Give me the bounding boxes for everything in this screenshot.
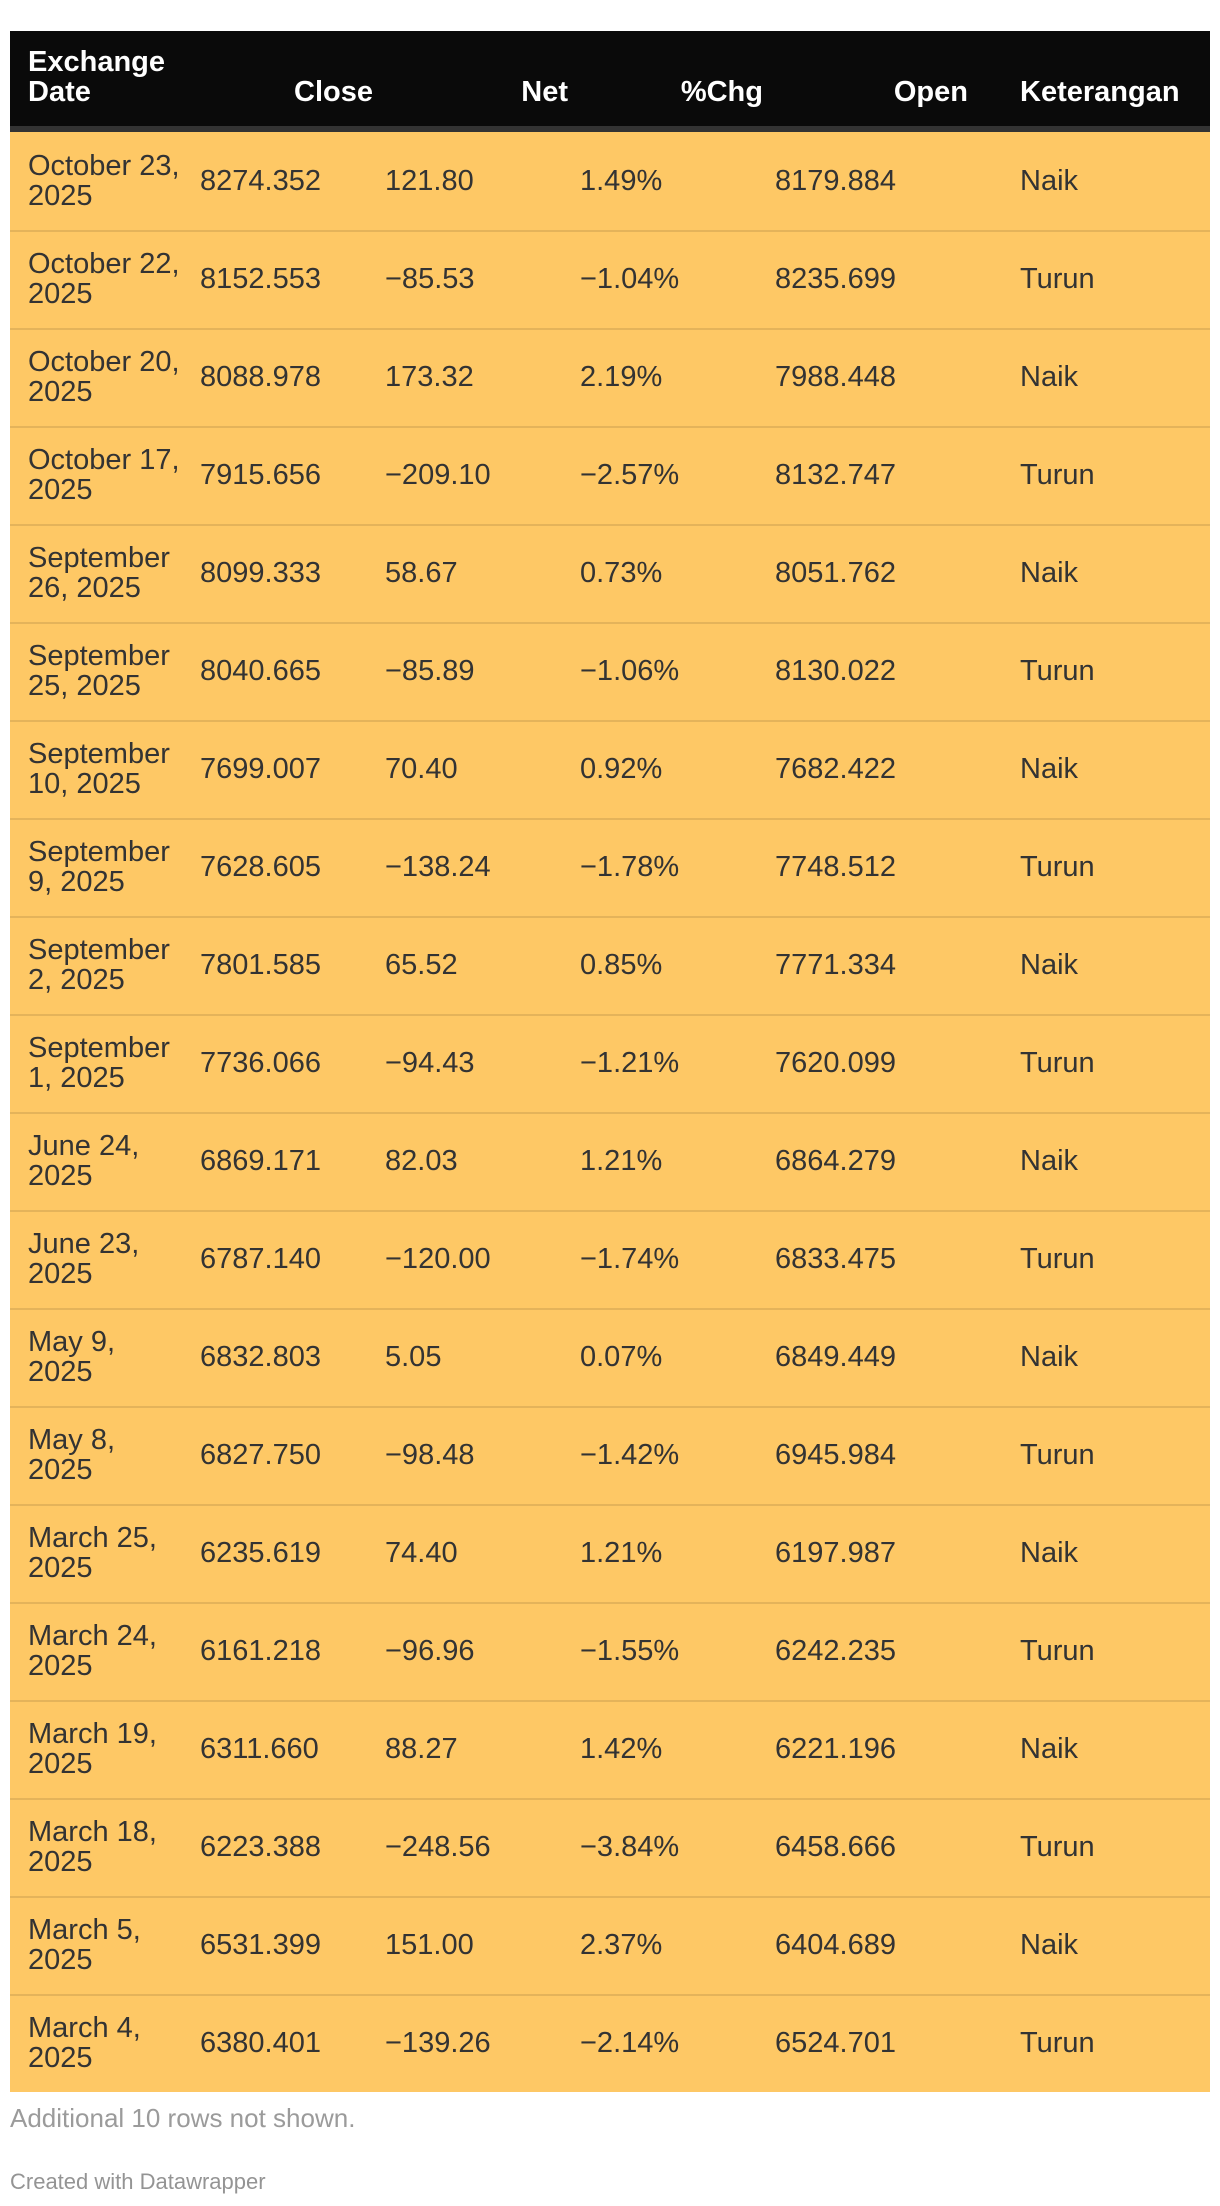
- cell-pct-chg: 0.92%: [580, 720, 775, 818]
- cell-pct-chg: 0.73%: [580, 524, 775, 622]
- cell-keterangan: Turun: [980, 1994, 1210, 2092]
- column-header-open: Open: [775, 31, 980, 132]
- cell-open: 8051.762: [775, 524, 980, 622]
- cell-open: 8132.747: [775, 426, 980, 524]
- table-row: [10, 132, 1210, 230]
- table-row: [10, 1798, 1210, 1896]
- cell-close: 7699.007: [200, 720, 385, 818]
- cell-keterangan: Turun: [980, 818, 1210, 916]
- cell-net: 121.80: [385, 165, 474, 197]
- cell-pct-chg: −1.04%: [580, 230, 775, 328]
- cell-keterangan: Naik: [980, 1896, 1210, 1994]
- table-row: [10, 1210, 1210, 1308]
- cell-close: 8099.333: [200, 524, 385, 622]
- table-row: [10, 426, 1210, 524]
- table-row: [10, 1896, 1210, 1994]
- column-header-keterangan: Keterangan: [980, 31, 1210, 132]
- cell-keterangan: Naik: [980, 720, 1210, 818]
- table-row: [10, 1700, 1210, 1798]
- cell-close: 8274.352: [200, 165, 321, 197]
- column-header-pct-chg: %Chg: [580, 31, 775, 132]
- table-header-row: [10, 31, 1210, 132]
- cell-close: 6869.171: [200, 1112, 385, 1210]
- cell-close: 6311.660: [200, 1700, 385, 1798]
- cell-open: 6524.701: [775, 1994, 980, 2092]
- cell-net: −209.10: [385, 426, 580, 524]
- cell-pct-chg: −3.84%: [580, 1798, 775, 1896]
- cell-exchange-date: October 17, 2025: [10, 426, 200, 524]
- cell-net: 70.40: [385, 720, 580, 818]
- cell-close: 8088.978: [200, 328, 385, 426]
- cell-open: 6242.235: [775, 1602, 980, 1700]
- cell-close: 6827.750: [200, 1406, 385, 1504]
- column-header-exchange-date: Exchange Date: [10, 31, 200, 132]
- cell-keterangan: Turun: [980, 1406, 1210, 1504]
- cell-close: 6223.388: [200, 1798, 385, 1896]
- cell-exchange-date: May 9, 2025: [10, 1308, 200, 1406]
- cell-net: −94.43: [385, 1014, 580, 1112]
- cell-net: 65.52: [385, 916, 580, 1014]
- cell-open: 6833.475: [775, 1210, 980, 1308]
- cell-keterangan: Turun: [980, 230, 1210, 328]
- cell-exchange-date: June 24, 2025: [10, 1112, 200, 1210]
- table-row: [10, 1994, 1210, 2092]
- cell-open: 6458.666: [775, 1798, 980, 1896]
- table-row: [10, 1308, 1210, 1406]
- cell-pct-chg: 1.21%: [580, 1504, 775, 1602]
- cell-net: −139.26: [385, 1994, 580, 2092]
- table-row: [10, 818, 1210, 916]
- cell-pct-chg: −1.55%: [580, 1602, 775, 1700]
- cell-net: −85.53: [385, 230, 580, 328]
- cell-exchange-date: September 2, 2025: [10, 916, 200, 1014]
- cell-pct-chg: 1.42%: [580, 1700, 775, 1798]
- cell-close: 7801.585: [200, 916, 385, 1014]
- cell-pct-chg: 0.85%: [580, 916, 775, 1014]
- cell-net: 74.40: [385, 1504, 580, 1602]
- cell-open: 7682.422: [775, 720, 980, 818]
- cell-keterangan: Naik: [980, 1504, 1210, 1602]
- cell-exchange-date: March 19, 2025: [10, 1700, 200, 1798]
- cell-pct-chg: −1.74%: [580, 1210, 775, 1308]
- cell-net: −138.24: [385, 818, 580, 916]
- cell-net: 58.67: [385, 524, 580, 622]
- cell-exchange-date: October 23, 2025: [28, 150, 180, 212]
- cell-exchange-date: September 25, 2025: [10, 622, 200, 720]
- cell-pct-chg: −2.14%: [580, 1994, 775, 2092]
- cell-net: 82.03: [385, 1112, 580, 1210]
- cell-pct-chg: 2.19%: [580, 328, 775, 426]
- cell-keterangan: Turun: [980, 1602, 1210, 1700]
- exchange-rate-table: [10, 31, 1210, 2092]
- cell-open: 7748.512: [775, 818, 980, 916]
- cell-net: −98.48: [385, 1406, 580, 1504]
- cell-open: 6945.984: [775, 1406, 980, 1504]
- cell-exchange-date: September 10, 2025: [10, 720, 200, 818]
- cell-keterangan: Naik: [980, 916, 1210, 1014]
- cell-keterangan: Naik: [980, 1112, 1210, 1210]
- cell-open: 7620.099: [775, 1014, 980, 1112]
- cell-pct-chg: −2.57%: [580, 426, 775, 524]
- table-row: [10, 328, 1210, 426]
- table-row: [10, 230, 1210, 328]
- cell-net: 151.00: [385, 1896, 580, 1994]
- table-row: [10, 622, 1210, 720]
- cell-exchange-date: September 1, 2025: [10, 1014, 200, 1112]
- cell-pct-chg: 0.07%: [580, 1308, 775, 1406]
- cell-open: 6864.279: [775, 1112, 980, 1210]
- cell-pct-chg: −1.06%: [580, 622, 775, 720]
- cell-open: 6197.987: [775, 1504, 980, 1602]
- cell-open: 6849.449: [775, 1308, 980, 1406]
- cell-keterangan: Naik: [980, 328, 1210, 426]
- cell-close: 8040.665: [200, 622, 385, 720]
- cell-close: 6235.619: [200, 1504, 385, 1602]
- cell-exchange-date: October 22, 2025: [10, 230, 200, 328]
- cell-keterangan: Naik: [980, 524, 1210, 622]
- column-header-net: Net: [385, 31, 580, 132]
- cell-exchange-date: March 25, 2025: [10, 1504, 200, 1602]
- cell-open: 8130.022: [775, 622, 980, 720]
- cell-pct-chg: 1.49%: [580, 165, 663, 197]
- cell-keterangan: Naik: [980, 1700, 1210, 1798]
- cell-open: 8235.699: [775, 230, 980, 328]
- cell-pct-chg: −1.21%: [580, 1014, 775, 1112]
- cell-net: 173.32: [385, 328, 580, 426]
- cell-pct-chg: 2.37%: [580, 1896, 775, 1994]
- cell-exchange-date: October 20, 2025: [10, 328, 200, 426]
- table-row: [10, 1014, 1210, 1112]
- cell-close: 7736.066: [200, 1014, 385, 1112]
- cell-close: 6380.401: [200, 1994, 385, 2092]
- cell-keterangan: Turun: [980, 1210, 1210, 1308]
- cell-net: −120.00: [385, 1210, 580, 1308]
- cell-open: 7988.448: [775, 328, 980, 426]
- cell-exchange-date: March 24, 2025: [10, 1602, 200, 1700]
- table-row: [10, 524, 1210, 622]
- cell-net: 5.05: [385, 1308, 580, 1406]
- datawrapper-credit-link[interactable]: Created with Datawrapper: [10, 2169, 266, 2194]
- table-row: [10, 720, 1210, 818]
- cell-pct-chg: 1.21%: [580, 1112, 775, 1210]
- rows-not-shown-note: Additional 10 rows not shown.: [10, 2103, 356, 2133]
- cell-keterangan: Turun: [980, 1798, 1210, 1896]
- cell-keterangan: Turun: [980, 426, 1210, 524]
- cell-exchange-date: September 9, 2025: [10, 818, 200, 916]
- cell-close: 6787.140: [200, 1210, 385, 1308]
- cell-close: 7915.656: [200, 426, 385, 524]
- cell-exchange-date: May 8, 2025: [10, 1406, 200, 1504]
- table-body: [10, 132, 1210, 2092]
- cell-open: 7771.334: [775, 916, 980, 1014]
- table-row: [10, 1602, 1210, 1700]
- cell-pct-chg: −1.42%: [580, 1406, 775, 1504]
- cell-keterangan: Turun: [980, 622, 1210, 720]
- cell-pct-chg: −1.78%: [580, 818, 775, 916]
- table-row: [10, 916, 1210, 1014]
- cell-open: 8179.884: [775, 165, 896, 197]
- cell-exchange-date: September 26, 2025: [10, 524, 200, 622]
- column-header-close: Close: [200, 31, 385, 132]
- table-header: [10, 31, 1210, 132]
- table-row: [10, 1112, 1210, 1210]
- cell-keterangan: Naik: [1020, 165, 1079, 197]
- cell-net: −85.89: [385, 622, 580, 720]
- cell-close: 6531.399: [200, 1896, 385, 1994]
- cell-open: 6404.689: [775, 1896, 980, 1994]
- table-row: [10, 1406, 1210, 1504]
- cell-net: 88.27: [385, 1700, 580, 1798]
- cell-close: 6161.218: [200, 1602, 385, 1700]
- cell-close: 7628.605: [200, 818, 385, 916]
- cell-exchange-date: March 18, 2025: [10, 1798, 200, 1896]
- cell-net: −96.96: [385, 1602, 580, 1700]
- cell-open: 6221.196: [775, 1700, 980, 1798]
- cell-exchange-date: March 4, 2025: [10, 1994, 200, 2092]
- cell-keterangan: Naik: [980, 1308, 1210, 1406]
- cell-close: 8152.553: [200, 230, 385, 328]
- cell-close: 6832.803: [200, 1308, 385, 1406]
- table-row: [10, 1504, 1210, 1602]
- cell-exchange-date: March 5, 2025: [10, 1896, 200, 1994]
- cell-net: −248.56: [385, 1798, 580, 1896]
- cell-keterangan: Turun: [980, 1014, 1210, 1112]
- cell-exchange-date: June 23, 2025: [10, 1210, 200, 1308]
